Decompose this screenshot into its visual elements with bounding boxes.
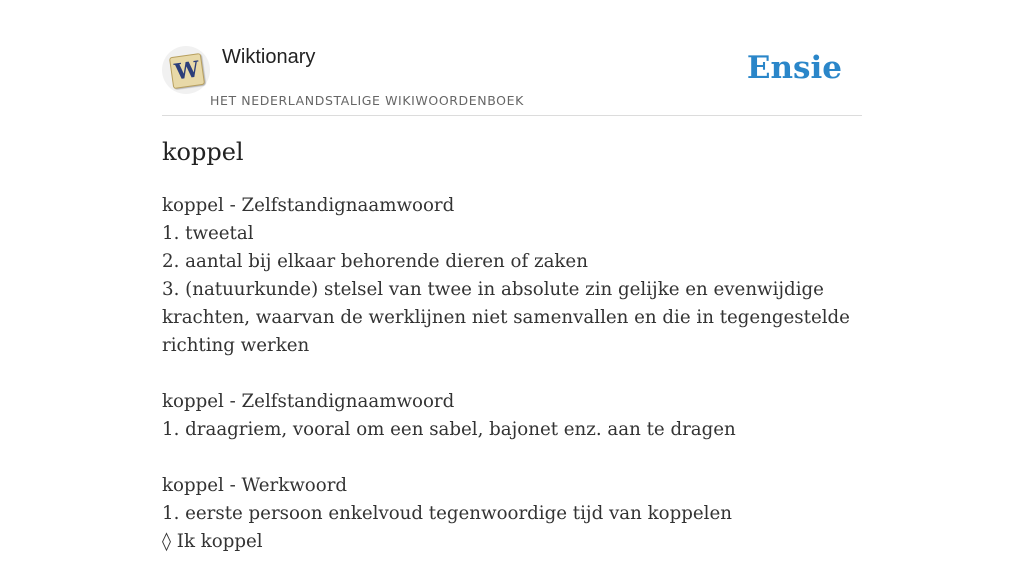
definition-entry [162,192,862,360]
entry-heading: koppel - Werkwoord [162,475,348,496]
ensie-brand-link[interactable]: Ensie [746,50,842,86]
wiktionary-logo-icon[interactable] [162,46,210,94]
entry-heading: koppel - Zelfstandignaamwoord [162,391,455,412]
definition-line: 1. eerste persoon enkelvoud tegenwoordige tijd van koppelen [162,503,732,524]
site-header [162,0,862,116]
definition-entry [162,472,862,556]
page-title: koppel [162,138,244,166]
logo-letter: W [169,53,205,89]
definition-line: 1. tweetal [162,223,254,244]
site-subtitle: HET NEDERLANDSTALIGE WIKIWOORDENBOEK [210,93,524,108]
site-title-link[interactable]: Wiktionary [222,46,316,68]
definition-line: 3. (natuurkunde) stelsel van twee in absolute zin gelijke en evenwijdige krachten, waarvan de werklijnen niet samenvallen en die in tegengestelde richting werken [162,279,850,356]
example-line: ◊ Ik koppel [162,531,263,552]
definition-line: 1. draagriem, vooral om een sabel, bajonet enz. aan te dragen [162,419,736,440]
definition-line: 2. aantal bij elkaar behorende dieren of zaken [162,251,588,272]
definition-entry [162,388,862,444]
definitions-list [162,192,862,584]
page [162,0,862,552]
entry-heading: koppel - Zelfstandignaamwoord [162,195,455,216]
